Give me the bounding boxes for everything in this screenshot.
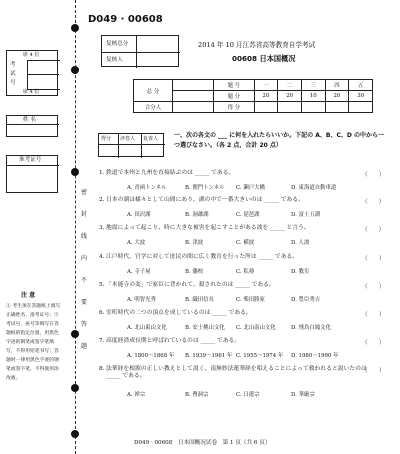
seal-char: 封	[80, 211, 87, 218]
question-text: 江戸時代、官学に対して庶民の間に広く教育を行った所は _____ である。	[106, 254, 299, 260]
question-number: 8.	[99, 366, 105, 372]
answer-bracket[interactable]: （ ）	[362, 368, 385, 374]
option-c: C. 1955～1974 年	[236, 353, 284, 359]
review-total-label: 复核总分	[106, 41, 129, 47]
question-number: 7.	[99, 338, 105, 344]
option-d: D. 1980～1990 年	[291, 353, 339, 359]
option-a: A. 禅宗	[127, 392, 146, 398]
seal-char: 密	[80, 189, 87, 196]
question-text: 高度経済成長期と呼ばれているのは _____ である。	[106, 338, 241, 344]
option-d: D. 飛鳥白鳳文化	[291, 325, 331, 331]
option-c: C. 横波	[236, 240, 255, 246]
option-b: B. 洞爺湖	[185, 212, 209, 218]
option-a: A. 1800～1868 年	[127, 353, 175, 359]
option-d: D. 教室	[291, 269, 310, 275]
id-box	[6, 155, 58, 193]
name-box	[6, 115, 58, 137]
option-b: B. 津波	[185, 240, 204, 246]
header-cell: 三	[301, 80, 325, 91]
option-a: A. 田沢湖	[127, 212, 151, 218]
option-a: A. 明智光秀	[127, 297, 156, 303]
exam-no-char: 试	[10, 71, 16, 77]
binding-dot	[71, 330, 79, 338]
reviewer-label: 复核人	[106, 57, 123, 63]
option-b: B. 1939～1961 年	[185, 353, 233, 359]
notice-text: ① 考生须在答题纸上填写正确姓名、准考证号；② 考试号、座号等填写在答题纸的指定位置，用黑色字迹的钢笔或签字笔填写，不得用铅笔书写；答题时一律用黑色字迹的钢笔或签字笔，不得使用涂改液。	[6, 304, 61, 381]
question-text: 日本の湖は様々として山間にあり、湖の中で一番大きいのは _____ である。	[106, 197, 304, 203]
question-number: 3.	[99, 225, 105, 231]
option-c: C. 琵琶湖	[236, 212, 260, 218]
score-cell: 题 分	[214, 91, 255, 102]
answer-bracket[interactable]: （ ）	[362, 199, 385, 205]
page-footer: D049 · 00608 日本国概况试卷 第 1 页（共 6 页）	[134, 440, 271, 446]
scorer-label: 合分人	[134, 102, 173, 113]
header-cell: 二	[278, 80, 302, 91]
checker-label: 复查人	[143, 136, 159, 142]
total-score-label: 总 分	[134, 80, 173, 102]
option-b: B. 曹洞宗	[185, 392, 209, 398]
answer-bracket[interactable]: （ ）	[362, 312, 385, 318]
binding-dot	[71, 24, 79, 32]
answer-bracket[interactable]: （ ）	[362, 227, 385, 233]
exam-code: D049 · 00608	[88, 14, 163, 25]
seat-top-label: 席 4 位	[23, 52, 40, 58]
option-c: C. 北山南山文化	[236, 325, 276, 331]
option-d: D. 東海道自動車道	[291, 185, 337, 191]
question-text: 鉄道で本州と九州を直接結ぶのは _____ である。	[106, 170, 235, 176]
option-d: D. 華厳宗	[291, 392, 315, 398]
header-cell: 四	[325, 80, 349, 91]
seat-bottom-label: 席 4 位	[23, 89, 40, 95]
binding-dot	[71, 430, 79, 438]
option-b: B. 織田信長	[185, 297, 214, 303]
seal-char: 要	[80, 299, 87, 306]
answer-bracket[interactable]: （ ）	[362, 284, 385, 290]
section1-instruction: 一、次の各文の ___ に何を入れたらいいか。下記の A、B、C、D の中から一つ選びなさい。（各 2 点，合計 20 点）	[174, 132, 384, 149]
question-number: 6.	[99, 310, 105, 316]
score-cell: 20	[278, 91, 302, 102]
score-cell: 30	[349, 91, 373, 102]
option-b: B. 安土桃山文化	[185, 325, 225, 331]
header-cell: 题 号	[214, 80, 255, 91]
grader-box	[98, 133, 164, 157]
option-c: C. 柴田勝家	[236, 297, 265, 303]
option-a: A. 青函トンネル	[127, 185, 167, 191]
seal-line-text	[79, 182, 89, 358]
course-title: 00608 日本国概况	[232, 54, 296, 63]
option-b: B. 藩校	[185, 269, 204, 275]
exam-title: 2014 年 10 月江苏省高等教育自学考试	[198, 41, 316, 49]
question-number: 4.	[99, 254, 105, 260]
option-d: D. 豊臣秀吉	[291, 297, 321, 303]
option-c: C. 私塾	[236, 269, 255, 275]
option-c: C. 瀬戸大橋	[236, 185, 265, 191]
exam-no-char: 号	[10, 80, 16, 86]
header-cell: 五	[349, 80, 373, 91]
question-number: 5.	[99, 282, 105, 288]
binding-dot	[71, 168, 79, 176]
score-table	[133, 79, 373, 113]
option-a: A. 北山東山文化	[127, 325, 167, 331]
seal-char: 内	[80, 255, 87, 262]
binding-dot	[71, 66, 79, 74]
score-cell: 20	[325, 91, 349, 102]
got-score-label: 得 分	[214, 102, 255, 113]
question-text: 「本能寺の変」で家臣に背かれて、殺されたのは _____ である。	[106, 282, 275, 288]
review-box	[101, 35, 179, 67]
header-cell: 一	[254, 80, 278, 91]
answer-bracket[interactable]: （ ）	[362, 340, 385, 346]
exam-no-char: 考	[10, 62, 16, 68]
option-d: D. 人波	[291, 240, 310, 246]
score-cell: 10	[301, 91, 325, 102]
answer-bracket[interactable]: （ ）	[362, 256, 385, 262]
option-a: A. 大波	[127, 240, 146, 246]
question-number: 1.	[99, 170, 105, 176]
question-text: 室町時代の二つの頂点を成しているのは _____ である。	[106, 310, 252, 316]
seal-char: 题	[80, 343, 87, 350]
binding-dot	[71, 384, 79, 392]
option-b: B. 関門トンネル	[185, 185, 225, 191]
seat-box	[6, 50, 58, 96]
question-number: 2.	[99, 197, 105, 203]
notice-title: 注 意	[21, 292, 36, 299]
question-text: 法華経を根源の正しい教えとして説く、南無妙法蓮華経を唱えることによって救われると説いたのは _____ である。	[106, 366, 367, 379]
name-label: 姓 名	[23, 117, 36, 123]
id-label: 准考证号	[19, 157, 42, 163]
grader-score-label: 得分	[101, 136, 112, 142]
question-text: 地震によって起こり、時に大きな被害を起こすことがある波を _____ と言う。	[106, 225, 310, 231]
seal-char: 答	[80, 321, 87, 328]
seal-char: 线	[80, 233, 87, 240]
score-cell: 20	[254, 91, 278, 102]
option-c: C. 日蓮宗	[236, 392, 260, 398]
seal-char: 不	[80, 277, 87, 284]
option-a: A. 寺子屋	[127, 269, 151, 275]
answer-bracket[interactable]: （ ）	[362, 172, 385, 178]
grader-label: 评卷人	[120, 136, 136, 142]
option-d: D. 富士五湖	[291, 212, 321, 218]
